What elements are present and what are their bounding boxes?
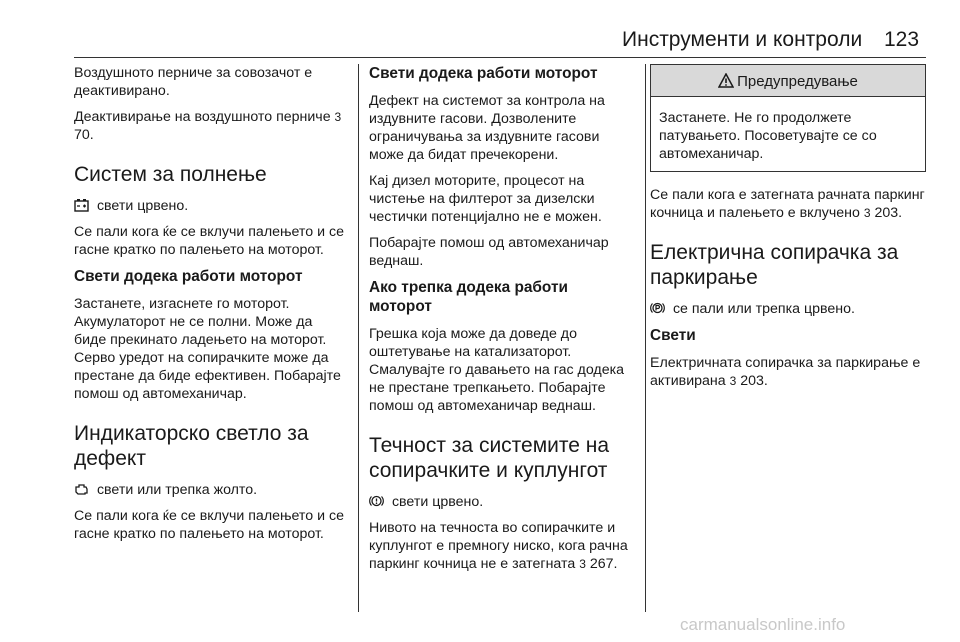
paragraph-text: Нивото на течноста во сопирачките и куплунгот е премногу ниско, кога рачна паркинг кочница не е затегната [369, 520, 628, 572]
paragraph [74, 197, 346, 215]
engine-icon [74, 482, 89, 496]
column-divider [645, 64, 646, 612]
paragraph-text: Електричната сопирачка за паркирање е активирана [650, 355, 921, 389]
paragraph-text: свети црвено. [93, 198, 189, 214]
battery-icon [74, 198, 89, 212]
page-header-title: Инструменти и контроли [622, 28, 863, 51]
section-heading-electric-parking-brake: Електрична сопирачка за паркирање [650, 241, 899, 289]
page-ref-arrow-icon: 3 [334, 110, 342, 124]
warning-body: Застанете. Не го продолжете патувањето. Посоветувајте се со автомеханичар. [659, 110, 877, 162]
paragraph [369, 519, 635, 573]
paragraph: Застанете, изгаснете го моторот. Акумулаторот не се полни. Може да биде прекинато ладењето на моторот. Серво уредот на сопирачките може да престане да биде ефективен. Побарајте помош од автомеханичар. [74, 296, 341, 402]
watermark: carmanualsonline.info [680, 615, 846, 634]
page-number: 123 [884, 28, 920, 51]
warning-title: Предупредување [737, 73, 858, 90]
paragraph-text: свети или трепка жолто. [93, 482, 258, 498]
subheading-lights: Свети [650, 327, 696, 344]
page-reference[interactable]: 203. [740, 373, 768, 389]
page-reference[interactable]: 70. [74, 127, 94, 143]
paragraph [650, 186, 926, 222]
paragraph [74, 108, 346, 144]
paragraph: Воздушното перниче за совозачот е деактивирано. [74, 65, 313, 99]
section-heading-malfunction: Индикаторско светло за дефект [74, 422, 309, 470]
paragraph [650, 300, 926, 318]
header-rule [74, 57, 926, 58]
column-left [74, 64, 346, 551]
brake-warning-icon [369, 494, 384, 508]
section-heading-brake-fluid: Течност за системите на сопирачките и куплунгот [369, 434, 610, 482]
paragraph-text: свети црвено. [388, 494, 484, 510]
subheading-flashing: Ако трепка додека работи моторот [369, 279, 568, 315]
paragraph [74, 481, 346, 499]
paragraph-text: Се пали кога е затегната рачната паркинг кочница и палењето е вклучено [650, 187, 925, 221]
parking-brake-icon [650, 301, 665, 315]
warning-box [650, 64, 926, 172]
paragraph [650, 354, 926, 390]
paragraph: Кај дизел моторите, процесот на чистење на филтерот за дизелски честички потенцијално не е можен. [369, 173, 602, 225]
subheading-running: Свети додека работи моторот [369, 65, 598, 82]
page-ref-arrow-icon: 3 [579, 557, 586, 571]
page-reference[interactable]: 267. [589, 556, 618, 572]
paragraph: Побарајте помош од автомеханичар веднаш. [369, 235, 609, 269]
paragraph-text: Деактивирање на воздушното перниче [74, 109, 335, 125]
paragraph: Се пали кога ќе се вклучи палењето и се гасне кратко по палењето на моторот. [74, 224, 344, 258]
section-heading-charging: Систем за полнење [74, 163, 267, 186]
paragraph [369, 493, 635, 511]
page-ref-arrow-icon: 3 [863, 206, 871, 220]
column-divider [358, 64, 359, 612]
warning-triangle-icon [718, 73, 734, 88]
page-ref-arrow-icon: 3 [729, 374, 737, 388]
page-reference[interactable]: 203. [874, 205, 903, 221]
paragraph: Дефект на системот за контрола на издувните гасови. Дозволените ограничувања за издувните гасови може да бидат пречекорени. [369, 93, 605, 163]
subheading-engine-running: Свети додека работи моторот [74, 268, 303, 285]
paragraph: Грешка која може да доведе до оштетување на катализаторот. Смалувајте го давањето на гас додека не престане трепкањето. Побарајте помош од автомеханичар веднаш. [369, 326, 624, 414]
paragraph: Се пали кога ќе се вклучи палењето и се гасне кратко по палењето на моторот. [74, 508, 344, 542]
warning-header [651, 65, 925, 97]
column-middle [369, 64, 635, 581]
column-right [650, 64, 926, 398]
paragraph-text: се пали или трепка црвено. [669, 301, 855, 317]
